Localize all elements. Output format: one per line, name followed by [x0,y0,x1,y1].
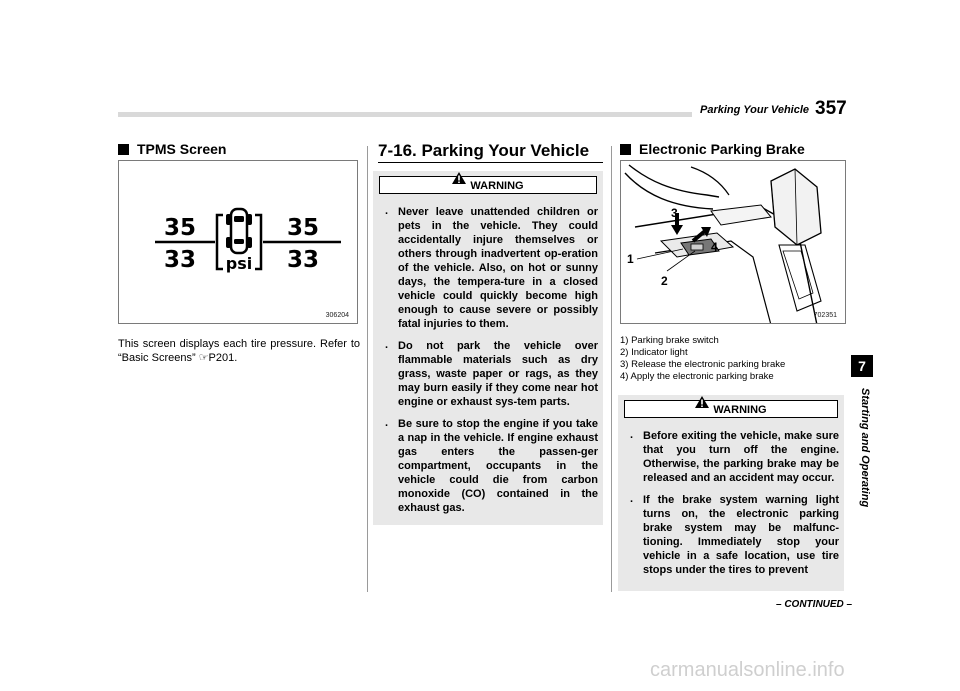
figure-code: 306204 [325,312,349,319]
callout-4: 4 [711,240,718,254]
front-right-pressure: 35 [286,215,320,241]
chapter-label: Starting and Operating [859,388,871,508]
right-bracket [255,215,261,269]
watermark: carmanualsonline.info [650,659,845,681]
section-title: 7-16. Parking Your Vehicle [378,141,590,160]
epb-warning-list [627,429,839,585]
tpms-heading-text: TPMS Screen [137,141,227,157]
chapter-tab: 7 [851,355,873,377]
parking-warning-list [382,205,598,523]
section-title-rule [378,162,603,163]
tpms-heading [118,141,226,157]
column-divider [367,146,368,592]
warning-header [624,400,838,418]
epb-heading [620,141,805,157]
callout-1: 1 [627,252,634,266]
parking-brake-console-illustration [621,161,846,324]
tpms-diagram [119,161,358,324]
square-bullet-icon [118,144,129,155]
running-title: Parking Your Vehicle [700,104,810,116]
epb-warning-box [618,395,844,591]
page-number: 357 [815,98,847,119]
epb-heading-text: Electronic Parking Brake [639,141,805,157]
warning-label: WARNING [470,180,524,192]
warning-label: WARNING [713,404,767,416]
header-rule [118,112,692,117]
warning-triangle-icon [452,172,466,189]
list-item: . Never leave unattended children or pets in the vehicle. They could accidentally injure themselves or others through inadvertent op-eration of the vehicle. Also, on hot or sunny days, the tempera-ture in a closed vehicle could quickly become high enough to cause severe or possibly fatal injuries to them. [382,205,598,331]
callout-2: 2 [661,274,668,288]
parking-warning-box [373,171,603,525]
epb-legend-list [620,335,785,383]
pressure-unit: psi [225,254,253,273]
list-item: . If the brake system warning light turns on, the electronic parking brake system may be malfunc-tioning. Immediately stop your vehicle in a safe location, use tire stops under the tires to prevent [627,493,839,577]
continued-label: – CONTINUED – [776,599,853,610]
square-bullet-icon [620,144,631,155]
list-item: 1) Parking brake switch [620,335,719,346]
figure-code: 702351 [813,312,837,319]
front-left-pressure: 35 [163,215,197,241]
list-item: . Be sure to stop the engine if you take a nap in the vehicle. If engine exhaust gas enters the passen-ger compartment, occupants in the vehicle could die from carbon monoxide (CO) contained in the exhaust gas. [382,417,598,515]
list-item: 4) Apply the electronic parking brake [620,371,774,382]
list-item: 3) Release the electronic parking brake [620,359,786,370]
tpms-figure [118,160,358,324]
left-bracket [217,215,223,269]
list-item: . Before exiting the vehicle, make sure that you turn off the engine. Otherwise, the parking brake may be released and an accident may occur. [627,429,839,485]
rear-right-pressure: 33 [286,247,320,273]
tpms-body-text: This screen displays each tire pressure. Refer to “Basic Screens” ☞P201. [118,338,360,364]
warning-triangle-icon [695,396,709,413]
warning-header [379,176,597,194]
list-item: . Do not park the vehicle over flammable materials such as dry grass, waste paper or rags, as they may burn easily if they come near hot engine or exhaust sys-tem parts. [382,339,598,409]
epb-figure [620,160,846,324]
column-divider [611,146,612,592]
car-top-view-icon [226,209,252,253]
list-item: 2) Indicator light [620,347,688,358]
callout-3: 3 [671,206,678,220]
rear-left-pressure: 33 [163,247,197,273]
